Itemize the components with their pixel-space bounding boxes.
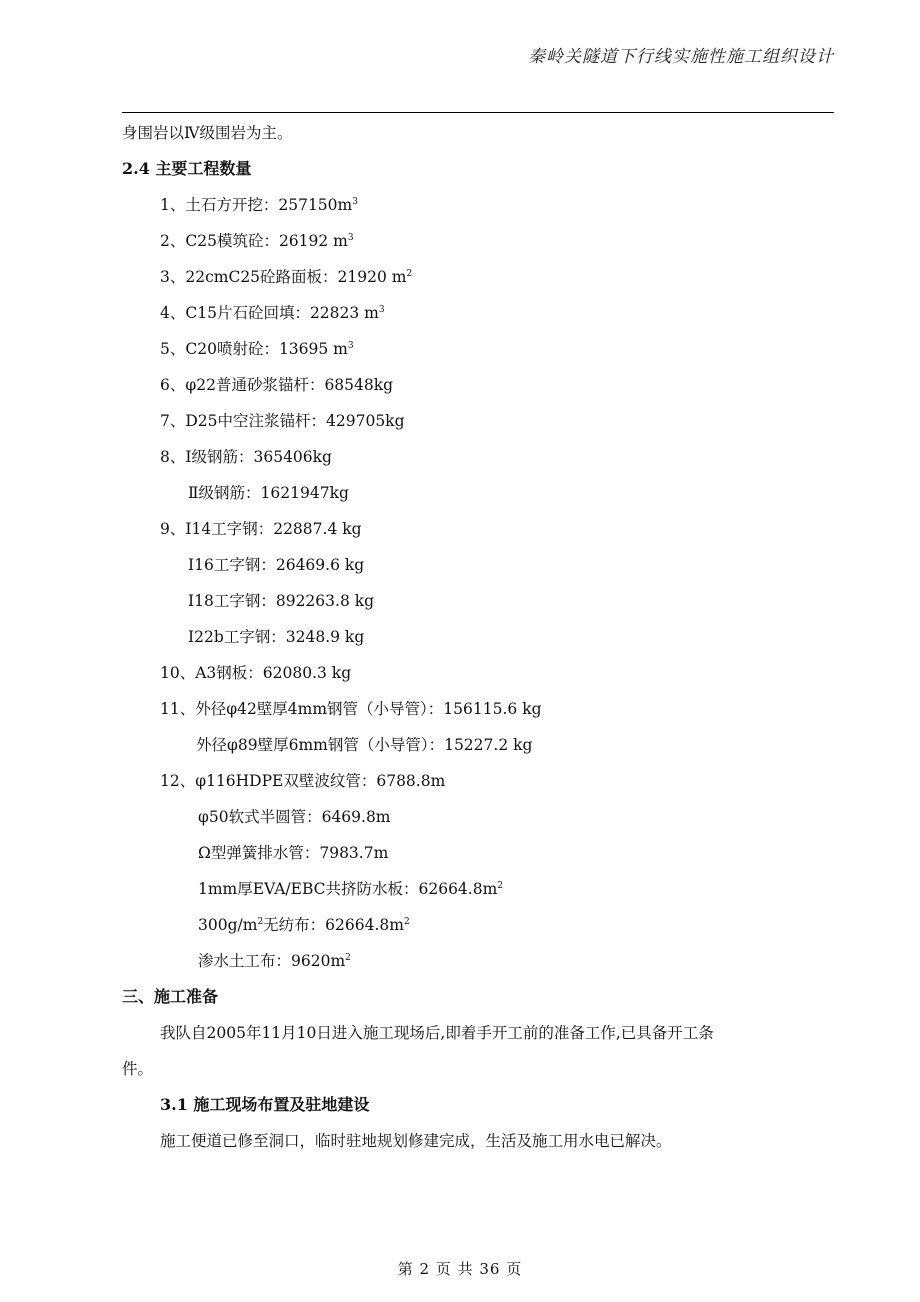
page-header-title: 秦岭关隧道下行线实施性施工组织设计 xyxy=(528,47,834,67)
list-item: 6、φ22普通砂浆锚杆：68548kg xyxy=(160,376,394,394)
page-footer: 第 2 页 共 36 页 xyxy=(397,1260,523,1278)
list-item: 12、φ116HDPE双壁波纹管：6788.8m xyxy=(160,772,446,790)
text-line: 身围岩以Ⅳ级围岩为主。 xyxy=(122,124,293,142)
paragraph-line: 件。 xyxy=(122,1060,154,1078)
list-item: 3、22cmC25砼路面板：21920 $m^2$ xyxy=(160,268,413,286)
list-item: $300g/m^2$无纺布：$62664.8m^2$ xyxy=(198,916,410,934)
list-item: 11、外径φ42壁厚4mm钢管（小导管）：156115.6 kg xyxy=(160,700,542,718)
list-item: 1mm厚EVA/EBC共挤防水板：$62664.8m^2$ xyxy=(198,880,504,898)
list-item: Ω型弹簧排水管：7983.7m xyxy=(198,844,389,862)
list-item: φ50软式半圆管：6469.8m xyxy=(198,808,391,826)
list-item: I16工字钢：26469.6 kg xyxy=(188,556,365,574)
list-item: 1、土石方开挖：$257150m^3$ xyxy=(160,196,358,214)
list-item: 9、I14工字钢：22887.4 kg xyxy=(160,520,362,538)
list-item: 5、C20喷射砼：13695 $m^3$ xyxy=(160,340,354,358)
section-heading-3-1: 3.1 施工现场布置及驻地建设 xyxy=(160,1095,370,1114)
list-item: 8、Ⅰ级钢筋：365406kg xyxy=(160,448,332,466)
list-item: 2、C25模筑砼：26192 $m^3$ xyxy=(160,232,354,250)
section-heading-3: 三、施工准备 xyxy=(122,987,219,1006)
list-item: I18工字钢：892263.8 kg xyxy=(188,592,375,610)
header-rule xyxy=(122,112,834,113)
list-item: 7、D25中空注浆锚杆：429705kg xyxy=(160,412,405,430)
paragraph-line: 施工便道已修至洞口，临时驻地规划修建完成，生活及施工用水电已解决。 xyxy=(160,1132,672,1150)
paragraph-line: 我队自2005年11月10日进入施工现场后,即着手开工前的准备工作,已具备开工条 xyxy=(160,1024,714,1042)
list-item: 渗水土工布：$9620m^2$ xyxy=(198,952,351,970)
list-item: I22b工字钢：3248.9 kg xyxy=(188,628,365,646)
list-item: 10、A3钢板：62080.3 kg xyxy=(160,664,352,682)
list-item: Ⅱ级钢筋：1621947kg xyxy=(188,484,349,502)
list-item: 4、C15片石砼回填：22823 $m^3$ xyxy=(160,304,385,322)
list-item: 外径φ89壁厚6mm钢管（小导管）：15227.2 kg xyxy=(196,736,533,754)
section-heading-2-4: 2.4 主要工程数量 xyxy=(122,159,252,178)
